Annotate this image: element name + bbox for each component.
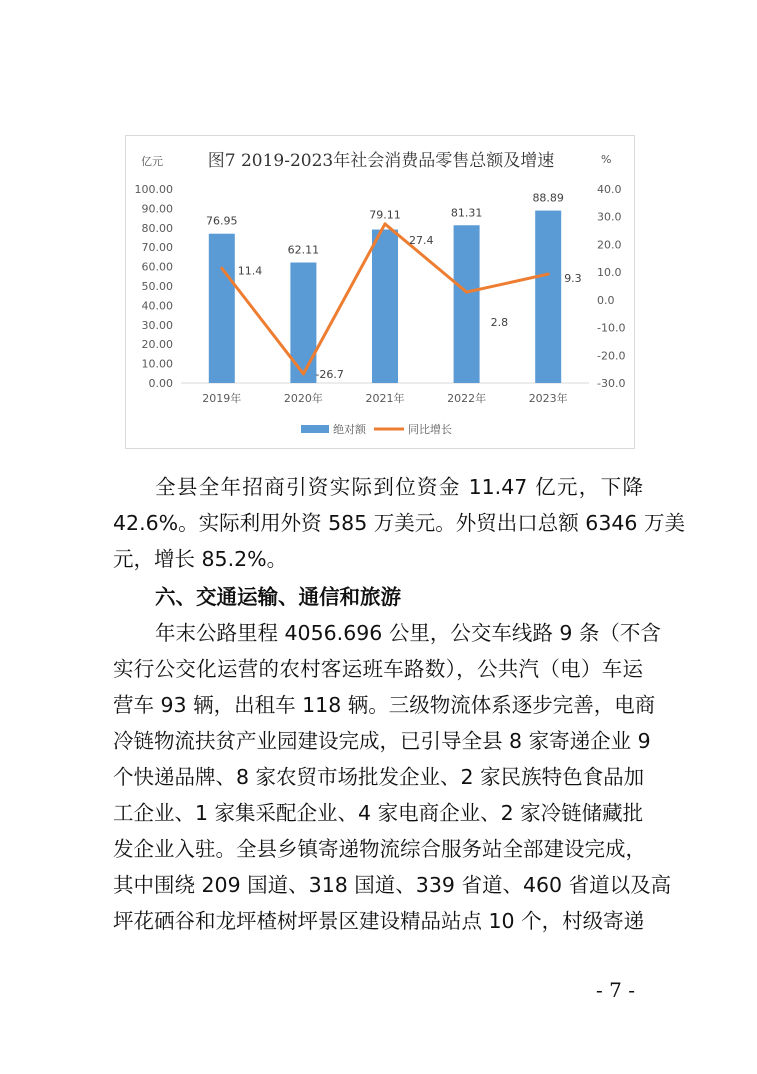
left-tick-label: 40.00 (141, 299, 173, 313)
paragraph-line: 42.6%。实际利用外资 585 万美元。外贸出口总额 6346 万美 (113, 511, 685, 535)
bar-2021年 (372, 230, 398, 383)
left-tick-label: 80.00 (141, 221, 173, 235)
paragraph-line: 元，增长 85.2%。 (113, 547, 288, 571)
growth-value-label: 2.8 (490, 316, 509, 330)
left-tick-label: 90.00 (141, 202, 173, 216)
left-tick-label: 100.00 (134, 183, 173, 196)
bar-2020年 (290, 263, 316, 383)
section-heading: 六、交通运输、通信和旅游 (155, 585, 401, 609)
x-tick-label: 2021年 (365, 392, 405, 405)
bar-value-label: 62.11 (287, 243, 320, 257)
paragraph-line: 其中围绕 209 国道、318 国道、339 省道、460 省道以及高 (113, 873, 672, 897)
chart-title: 图7 2019-2023年社会消费品零售总额及增速 (207, 151, 555, 171)
paragraph-line: 工企业、1 家集采配企业、4 家电商企业、2 家冷链储藏批 (113, 801, 644, 825)
left-axis-unit: 亿元 (141, 155, 163, 168)
paragraph-line: 实行公交化运营的农村客运班车路数），公共汽（电）车运 (113, 657, 643, 681)
right-tick-label: -30.0 (597, 377, 626, 390)
right-tick-label: 10.0 (597, 266, 622, 280)
bar-2019年 (209, 234, 235, 383)
left-tick-label: 20.00 (141, 338, 173, 352)
right-tick-label: 40.0 (597, 183, 622, 196)
paragraph-line: 全县全年招商引资实际到位资金 11.47 亿元，下降 (155, 475, 643, 499)
x-tick-label: 2020年 (283, 392, 323, 405)
paragraph-line: 营车 93 辆，出租车 118 辆。三级物流体系逐步完善，电商 (113, 693, 656, 717)
chart-figure-7 (125, 135, 635, 449)
right-tick-label: -10.0 (597, 321, 626, 335)
left-tick-label: 60.00 (141, 260, 173, 274)
right-tick-label: 20.0 (597, 238, 622, 252)
bar-2023年 (535, 211, 561, 383)
bar-2022年 (454, 225, 480, 383)
left-tick-label: 30.00 (141, 318, 173, 332)
bar-value-label: 88.89 (532, 191, 564, 205)
combo-chart (126, 136, 636, 450)
left-tick-label: 0.00 (148, 377, 173, 390)
legend-bar-label: 绝对额 (333, 423, 366, 436)
bar-value-label: 76.95 (206, 214, 238, 228)
left-tick-label: 70.00 (141, 241, 173, 255)
page-number: - 7 - (596, 978, 635, 1002)
growth-point (220, 267, 223, 270)
paragraph-line: 年末公路里程 4056.696 公里，公交车线路 9 条（不含 (155, 621, 661, 645)
right-tick-label: 30.0 (597, 210, 622, 224)
right-axis-unit: % (601, 153, 612, 166)
paragraph-line: 冷链物流扶贫产业园建设完成，已引导全县 8 家寄递企业 9 (113, 729, 651, 753)
left-tick-label: 10.00 (141, 357, 173, 371)
growth-point (384, 222, 387, 225)
x-tick-label: 2022年 (447, 392, 487, 405)
right-tick-label: 0.0 (597, 293, 615, 307)
x-tick-label: 2023年 (528, 392, 568, 405)
growth-value-label: 11.4 (237, 264, 263, 278)
x-tick-label: 2019年 (202, 392, 242, 405)
bar-value-label: 79.11 (369, 208, 401, 222)
growth-point (465, 291, 468, 294)
legend-line-label: 同比增长 (408, 423, 452, 436)
bar-value-label: 81.31 (450, 206, 483, 220)
left-tick-label: 50.00 (141, 280, 173, 293)
paragraph-line: 个快递品牌、8 家农贸市场批发企业、2 家民族特色食品加 (113, 765, 645, 789)
growth-value-label: 27.4 (409, 233, 434, 247)
paragraph-line: 发企业入驻。全县乡镇寄递物流综合服务站全部建设完成， (113, 837, 646, 861)
legend-bar-swatch (301, 425, 329, 433)
right-tick-label: -20.0 (597, 349, 626, 363)
growth-point (302, 372, 305, 375)
paragraph-line: 坪花硒谷和龙坪楂树坪景区建设精品站点 10 个，村级寄递 (113, 909, 645, 933)
growth-value-label: -26.7 (315, 367, 344, 381)
growth-point (547, 273, 550, 276)
growth-value-label: 9.3 (564, 272, 582, 286)
